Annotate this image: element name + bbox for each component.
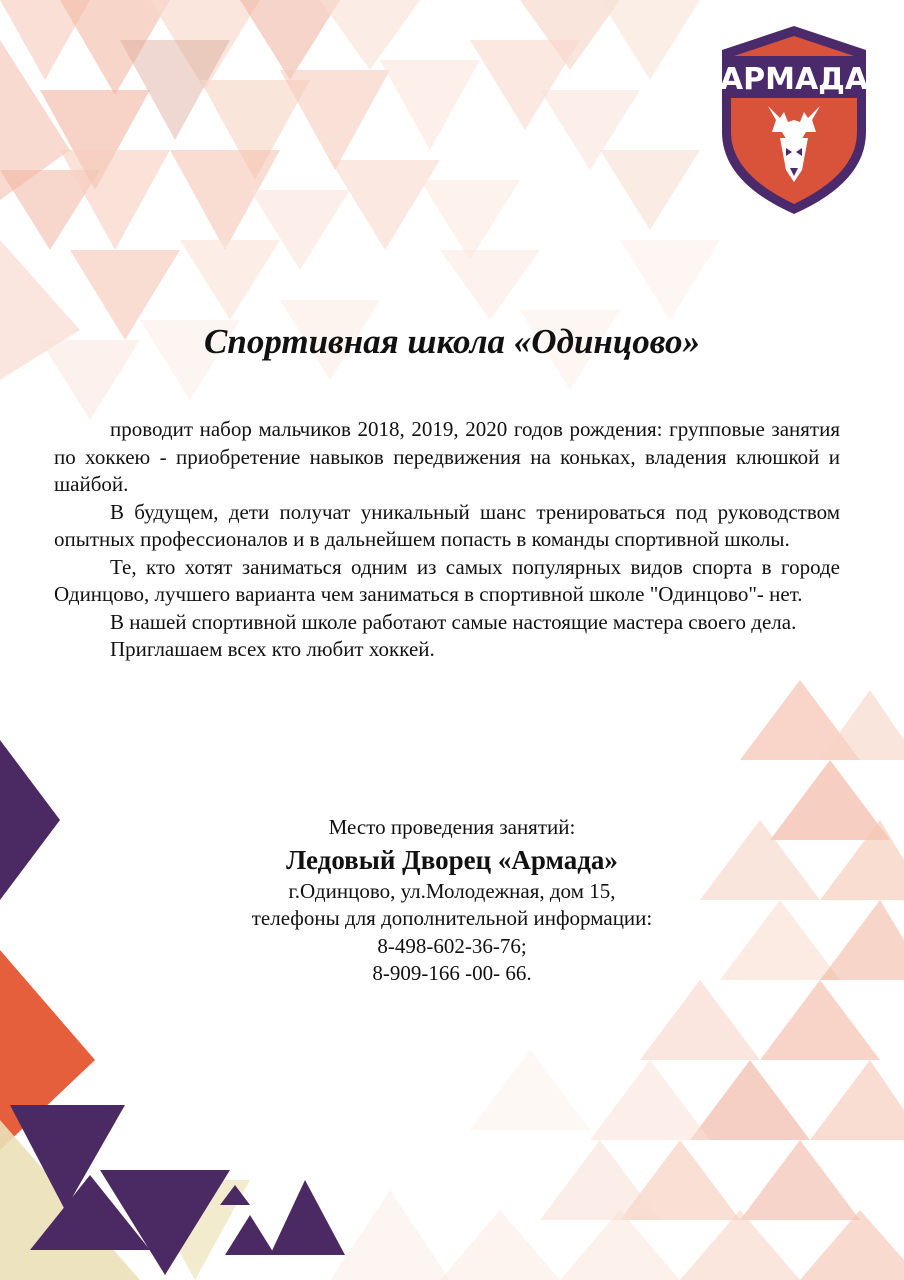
logo-wordmark: АРМАДА (719, 62, 869, 97)
announcement-body (54, 416, 840, 664)
paragraph-coaches: В нашей спортивной школе работают самые настоящие мастера своего дела. (110, 609, 797, 634)
page-title: Спортивная школа «Одинцово» (204, 322, 700, 361)
paragraph-future: В будущем, дети получат уникальный шанс тренироваться под руководством опытных профессионалов и в дальнейшем попасть в команды спортивной школы. (54, 499, 840, 551)
paragraph-recruitment: проводит набор мальчиков 2018, 2019, 2020 годов рождения: групповые занятия по хоккею - приобретение навыков передвижения на коньках, владения клюшкой и шайбой. (54, 417, 840, 496)
phones-label: телефоны для дополнительной информации: (251, 906, 653, 930)
armada-logo (716, 22, 872, 218)
phone-number-2: 8-909-166 -00- 66. (372, 961, 532, 985)
paragraph-popular-sport: Те, кто хотят заниматься одним из самых популярных видов спорта в городе Одинцово, лучшего варианта чем заниматься в спортивной школе "Одинцово"- нет. (54, 554, 840, 606)
paragraph-invitation: Приглашаем всех кто любит хоккей. (110, 637, 435, 661)
venue-address: г.Одинцово, ул.Молодежная, дом 15, (288, 878, 616, 903)
venue-label: Место проведения занятий: (328, 815, 576, 839)
phone-number-1: 8-498-602-36-76; (377, 933, 527, 958)
venue-name: Ледовый Дворец «Армада» (286, 844, 618, 875)
venue-info (0, 814, 904, 988)
